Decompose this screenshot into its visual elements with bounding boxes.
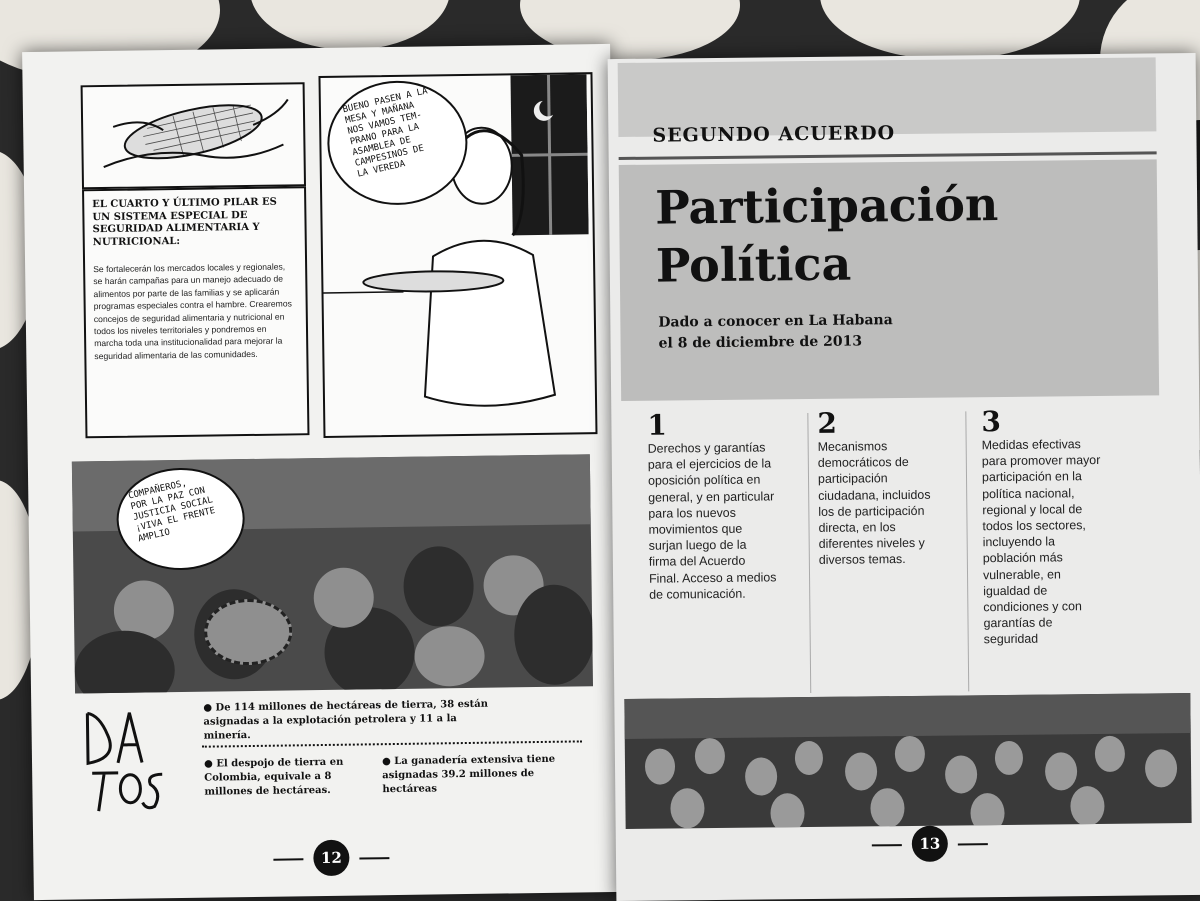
page-number-left: 12	[313, 840, 349, 876]
fact-1-text: De 114 millones de hectáreas de tierra, 38 están asignadas a la explotación petrolera y 11 a la minería.	[203, 698, 489, 742]
agreement-kicker: SEGUNDO ACUERDO	[652, 122, 896, 147]
point-1-number: 1	[647, 408, 668, 442]
subtitle-line-2: el 8 de diciembre de 2013	[658, 333, 863, 352]
woman-speech-text: BUENO PASEN A LA MESA Y MAÑANA NOS VAMOS TEM- PRANO PARA LA ASAMBLEA DE CAMPESINOS DE LA VEREDA	[341, 86, 429, 180]
fact-3-text: La ganadería extensiva tiene asignadas 39.2 millones de hectáreas	[382, 753, 556, 796]
point-3	[981, 406, 1134, 648]
assembly-crowd-photo	[72, 454, 593, 693]
pillar-body-text: Se fortalecerán los mercados locales y regionales, se harán campañas para un manejo adecuado de alimentos por parte de las familias y se aplicarán programas especiales contra el hambre. Crearemos concejos de seguridad alimentaria y nutricional en todos los niveles territoriales y pondremos en marcha toda una institucionalidad para mejorar la seguridad alimentaria de las comunidades.	[93, 261, 292, 362]
title-line-2: Política	[655, 236, 852, 293]
datos-logo	[77, 702, 169, 813]
fact-land-hectares: ● De 114 millones de hectáreas de tierra, 38 están asignadas a la explotación petrolera y 11 a la minería.	[203, 698, 489, 742]
crowd-speech-bubble	[116, 467, 245, 571]
woman-cartoon-panel	[318, 72, 597, 438]
column-divider-1	[807, 413, 811, 693]
crowd-speech-text: COMPAÑEROS, POR LA PAZ CON JUSTICIA SOCIAL ¡VIVA EL FRENTE AMPLIO	[127, 478, 217, 545]
fourth-pillar-panel	[82, 186, 309, 438]
page-number-rule-right	[359, 857, 389, 859]
page-number-right: 13	[912, 826, 948, 862]
left-page	[22, 44, 622, 900]
fact-land-dispossession: ● El despojo de tierra en Colombia, equivale a 8 millones de hectáreas.	[203, 756, 344, 798]
point-1-text: Derechos y garantías para el ejercicios de la oposición política en general, y en particular para los nuevos movimientos que surjan luego de la firma del Acuerdo Final. Acceso a medios de comunicación.	[647, 440, 777, 602]
point-2	[817, 407, 969, 568]
page-subtitle	[658, 310, 893, 354]
title-line-1: Participación	[654, 177, 999, 235]
right-page	[608, 53, 1200, 901]
fact-2-text: El despojo de tierra en Colombia, equivale a 8 millones de hectáreas.	[204, 756, 344, 798]
demonstration-crowd-photo	[624, 693, 1191, 829]
page-title	[655, 175, 999, 295]
subtitle-line-1: Dado a conocer en La Habana	[658, 312, 893, 331]
page-number-rule-left-r	[872, 844, 902, 846]
point-2-number: 2	[817, 406, 838, 440]
page-number-rule-left	[273, 858, 303, 860]
corn-illustration	[81, 82, 306, 189]
page-number-rule-right-r	[958, 843, 988, 845]
point-1	[647, 409, 799, 603]
point-3-number: 3	[981, 405, 1002, 439]
kicker-rule	[619, 151, 1157, 160]
point-3-text: Medidas efectivas para promover mayor participación en la política nacional, regional y local de todos los sectores, incluyendo la población más vulnerable, en igualdad de condiciones y con garantías de seguridad	[981, 437, 1101, 647]
pillar-heading: EL CUARTO Y ÚLTIMO PILAR ES UN SISTEMA ESPECIAL DE SEGURIDAD ALIMENTARIA Y NUTRICIONAL:	[92, 196, 277, 248]
point-2-text: Mecanismos democráticos de participación ciudadana, incluidos los de participación directa, en los diferentes niveles y diversos temas.	[817, 439, 931, 568]
fact-livestock: ● La ganadería extensiva tiene asignadas 39.2 millones de hectáreas	[381, 753, 556, 796]
